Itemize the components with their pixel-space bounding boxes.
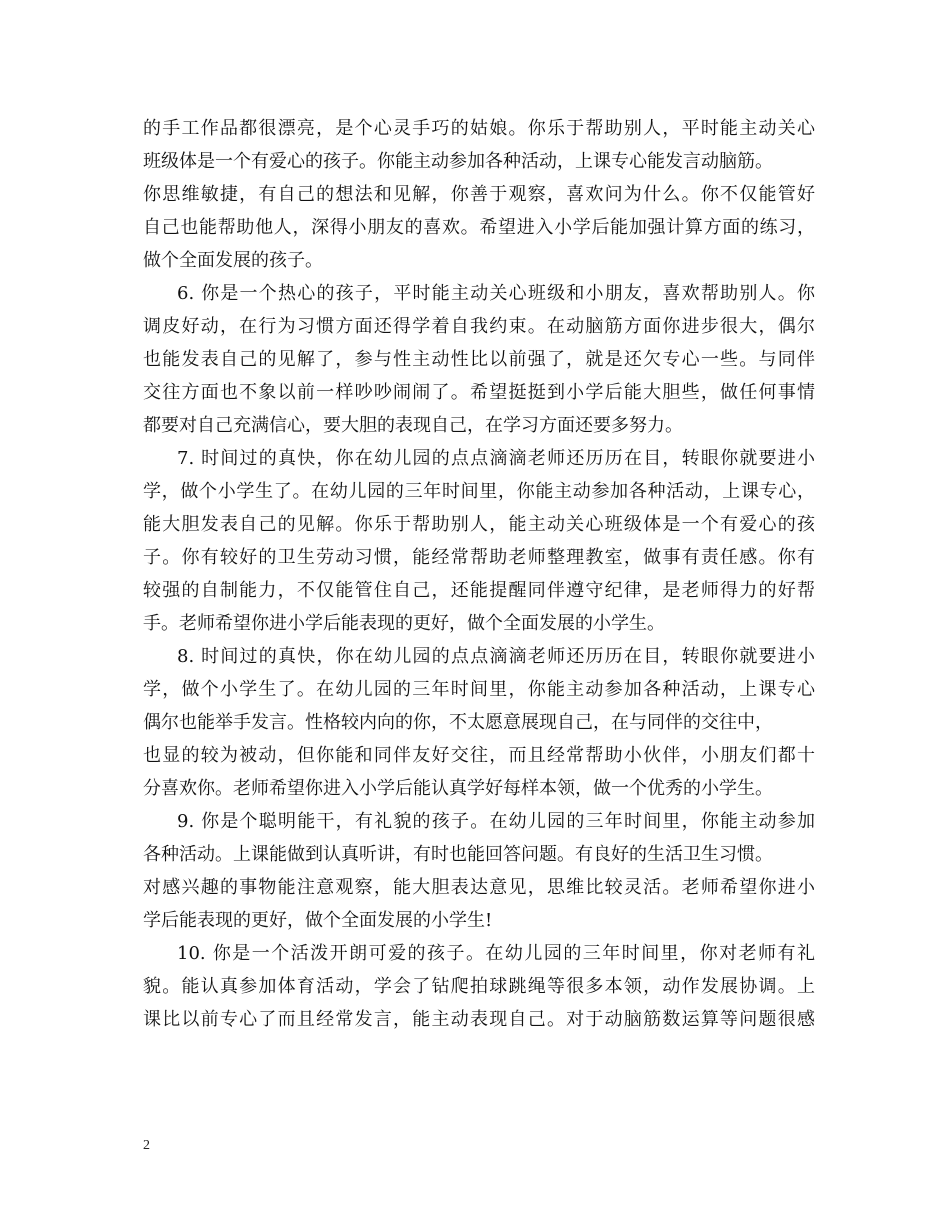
text-line: 分喜欢你。老师希望你进入小学后能认真学好每样本领，做一个优秀的小学生。 — [143, 778, 773, 799]
text-line: 子。你有较好的卫生劳动习惯，能经常帮助老师整理教室，做事有责任感。你有 — [143, 547, 815, 568]
text-line: 你思维敏捷，有自己的想法和见解，你善于观察，喜欢问为什么。你不仅能管好 — [143, 184, 815, 205]
text-line: 的手工作品都很漂亮，是个心灵手巧的姑娘。你乐于帮助别人，平时能主动关心 — [143, 118, 815, 139]
text-line: 课比以前专心了而且经常发言，能主动表现自己。对于动脑筋数运算等问题很感 — [143, 1009, 815, 1030]
text-line: 各种活动。上课能做到认真听讲，有时也能回答问题。有良好的生活卫生习惯。 — [143, 844, 773, 865]
text-line: 交往方面也不象以前一样吵吵闹闹了。希望挺挺到小学后能大胆些，做任何事情 — [143, 382, 815, 403]
text-line: 也能发表自己的见解了，参与性主动性比以前强了，就是还欠专心一些。与同伴 — [143, 349, 815, 370]
text-line: 学，做个小学生了。在幼儿园的三年时间里，你能主动参加各种活动，上课专心， — [143, 481, 815, 502]
text-line: 9. 你是个聪明能干，有礼貌的孩子。在幼儿园的三年时间里，你能主动参加 — [177, 811, 815, 832]
text-line: 学后能表现的更好，做个全面发展的小学生! — [143, 910, 493, 931]
text-line: 能大胆发表自己的见解。你乐于帮助别人，能主动关心班级体是一个有爱心的孩 — [143, 514, 815, 535]
text-line: 自己也能帮助他人，深得小朋友的喜欢。希望进入小学后能加强计算方面的练习， — [143, 217, 815, 238]
document-body — [143, 112, 815, 1036]
text-line: 都要对自己充满信心，要大胆的表现自己，在学习方面还要多努力。 — [143, 415, 683, 436]
text-line: 貌。能认真参加体育活动，学会了钻爬拍球跳绳等很多本领，动作发展协调。上 — [143, 976, 815, 997]
text-line: 调皮好动，在行为习惯方面还得学着自我约束。在动脑筋方面你进步很大，偶尔 — [143, 316, 815, 337]
text-line: 手。老师希望你进小学后能表现的更好，做个全面发展的小学生。 — [143, 613, 665, 634]
text-line: 班级体是一个有爱心的孩子。你能主动参加各种活动，上课专心能发言动脑筋。 — [143, 151, 773, 172]
text-line: 偶尔也能举手发言。性格较内向的你，不太愿意展现自己，在与同伴的交往中， — [143, 712, 773, 733]
text-line: 也显的较为被动，但你能和同伴友好交往，而且经常帮助小伙伴，小朋友们都十 — [143, 745, 815, 766]
text-line: 7. 时间过的真快，你在幼儿园的点点滴滴老师还历历在目，转眼你就要进小 — [177, 448, 815, 469]
text-line: 8. 时间过的真快，你在幼儿园的点点滴滴老师还历历在目，转眼你就要进小 — [177, 646, 815, 667]
text-line: 10. 你是一个活泼开朗可爱的孩子。在幼儿园的三年时间里，你对老师有礼 — [177, 943, 815, 964]
page-number: 2 — [143, 1138, 150, 1153]
text-line: 较强的自制能力，不仅能管住自己，还能提醒同伴遵守纪律，是老师得力的好帮 — [143, 580, 815, 601]
text-line: 做个全面发展的孩子。 — [143, 250, 323, 271]
text-line: 学，做个小学生了。在幼儿园的三年时间里，你能主动参加各种活动，上课专心 — [143, 679, 815, 700]
text-line: 6. 你是一个热心的孩子，平时能主动关心班级和小朋友，喜欢帮助别人。你 — [177, 283, 815, 304]
text-line: 对感兴趣的事物能注意观察，能大胆表达意见，思维比较灵活。老师希望你进小 — [143, 877, 815, 898]
